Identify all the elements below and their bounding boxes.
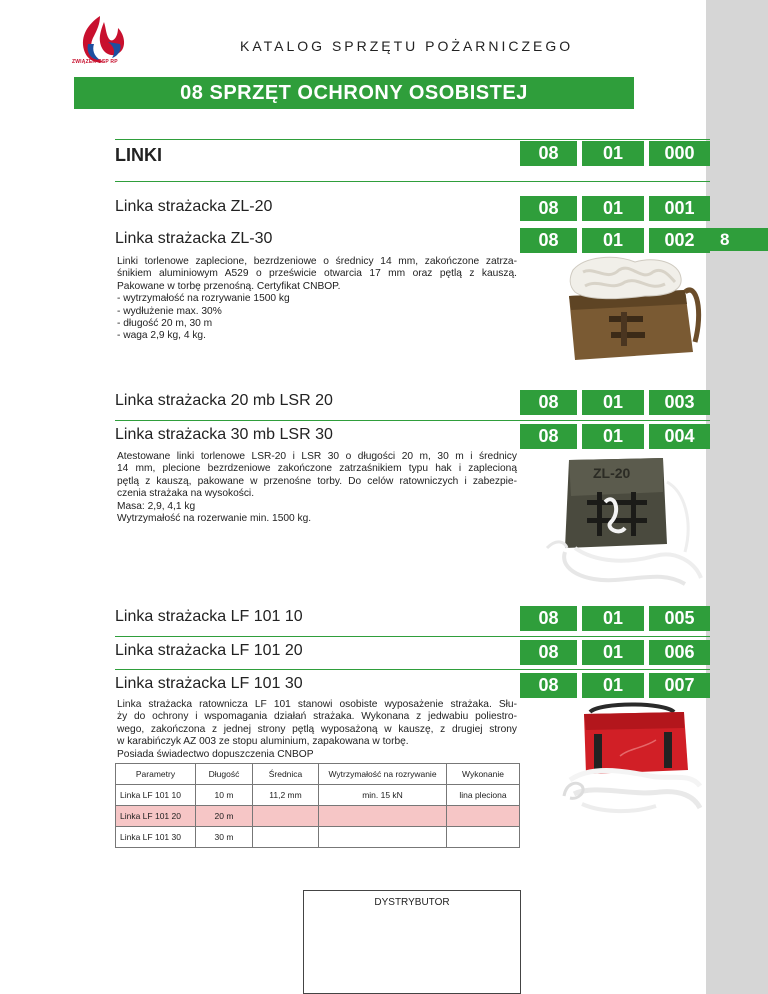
table-header-cell: Średnica bbox=[253, 764, 319, 785]
desc-line: wego, zakończona z jednej strony pętlą wyposażoną w kauszę, z drugiej strony bbox=[117, 723, 517, 735]
product-row bbox=[115, 196, 710, 221]
product-description-lf bbox=[117, 699, 517, 761]
table-header-cell: Parametry bbox=[116, 764, 196, 785]
desc-line: Posiada świadectwo dopuszczenia CNBOP bbox=[117, 748, 314, 760]
table-row bbox=[116, 827, 520, 848]
table-cell bbox=[447, 827, 520, 848]
code-part-2: 01 bbox=[582, 196, 644, 221]
table-cell: Linka LF 101 30 bbox=[116, 827, 196, 848]
desc-line: Linki torlenowe zaplecione, bezrdzeniowe o średnicy 14 mm, zakończone zatrza- bbox=[117, 256, 517, 267]
zl-rope-bag-image bbox=[555, 252, 705, 370]
code-part-2: 01 bbox=[582, 673, 644, 698]
lsr-rope-bag-image bbox=[535, 452, 705, 592]
logo-caption: ZWIĄZEK OSP RP bbox=[72, 59, 118, 65]
table-header-cell: Wykonanie bbox=[447, 764, 520, 785]
code-part-2: 01 bbox=[582, 228, 644, 253]
desc-line: Masa: 2,9, 4,1 kg bbox=[117, 500, 196, 512]
code-part-2: 01 bbox=[582, 141, 644, 166]
desc-line: pętlą z kauszą, pakowane w przenośne torby. Do celów ratowniczych i zabezpie- bbox=[117, 475, 517, 487]
table-header-cell: Wytrzymałość na rozrywanie bbox=[319, 764, 447, 785]
desc-line: - waga 2,9 kg, 4 kg. bbox=[117, 330, 206, 342]
table-cell: Linka LF 101 10 bbox=[116, 785, 196, 806]
product-row bbox=[115, 390, 710, 415]
table-cell: lina pleciona bbox=[447, 785, 520, 806]
code-part-2: 01 bbox=[582, 390, 644, 415]
divider bbox=[115, 636, 710, 637]
table-header-row bbox=[116, 764, 520, 785]
table-row bbox=[116, 785, 520, 806]
table-cell: Linka LF 101 20 bbox=[116, 806, 196, 827]
product-row bbox=[115, 673, 710, 698]
section-title: 08 SPRZĘT OCHRONY OSOBISTEJ bbox=[74, 77, 634, 109]
table-cell bbox=[319, 806, 447, 827]
desc-line: - wytrzymałość na rozrywanie 1500 kg bbox=[117, 293, 290, 305]
chapter-tab[interactable]: 8 bbox=[706, 228, 768, 251]
table-header-cell: Długość bbox=[196, 764, 253, 785]
desc-line: w karabińczyk AZ 003 ze stopu aluminium, zapakowana w torbę. bbox=[117, 736, 409, 748]
product-label: Linka strażacka LF 101 30 bbox=[115, 675, 303, 692]
desc-line: Atestowane linki torlenowe LSR-20 i LSR 30 o długości 20 m, 30 m i średnicy bbox=[117, 451, 517, 462]
desc-line: 14 mm, plecione bezrdzeniowe zakończone zatrzaśnikiem typu hak i zaplecioną bbox=[117, 463, 517, 475]
divider bbox=[115, 669, 710, 670]
table-cell bbox=[447, 806, 520, 827]
table-cell bbox=[253, 827, 319, 848]
product-label: Linka strażacka ZL-20 bbox=[115, 198, 273, 215]
product-description-zl bbox=[117, 256, 517, 343]
code-part-1: 08 bbox=[520, 390, 577, 415]
catalog-title: KATALOG SPRZĘTU POŻARNICZEGO bbox=[240, 38, 574, 54]
distributor-box bbox=[303, 890, 521, 994]
table-cell: 30 m bbox=[196, 827, 253, 848]
code-part-1: 08 bbox=[520, 673, 577, 698]
table-cell bbox=[319, 827, 447, 848]
divider bbox=[115, 420, 710, 421]
bag-print: ZL-20 bbox=[593, 465, 631, 481]
product-row bbox=[115, 424, 710, 449]
table-row bbox=[116, 806, 520, 827]
product-description-lsr bbox=[117, 451, 517, 525]
code-part-3: 007 bbox=[649, 673, 710, 698]
code-part-1: 08 bbox=[520, 228, 577, 253]
product-label: Linka strażacka ZL-30 bbox=[115, 230, 273, 247]
desc-line: - wydłużenie max. 30% bbox=[117, 305, 222, 317]
divider bbox=[115, 139, 710, 140]
desc-line: Pakowane w torbę przenośną. Certyfikat CNBOP. bbox=[117, 280, 341, 292]
table-cell bbox=[253, 806, 319, 827]
code-part-2: 01 bbox=[582, 424, 644, 449]
desc-line: Wytrzymałość na rozerwanie min. 1500 kg. bbox=[117, 513, 312, 525]
code-part-2: 01 bbox=[582, 640, 644, 665]
desc-line: czenia strażaka na wysokości. bbox=[117, 488, 255, 500]
spec-table bbox=[115, 763, 520, 848]
category-label: LINKI bbox=[115, 145, 162, 165]
desc-line: śnikiem aluminiowym A529 o prześwicie otwarcia 17 mm oraz pętlą z kauszą. bbox=[117, 268, 517, 280]
code-part-3: 002 bbox=[649, 228, 710, 253]
code-part-2: 01 bbox=[582, 606, 644, 631]
table-cell: 10 m bbox=[196, 785, 253, 806]
code-part-3: 006 bbox=[649, 640, 710, 665]
code-part-1: 08 bbox=[520, 141, 577, 166]
desc-line: - długość 20 m, 30 m bbox=[117, 318, 213, 330]
code-part-3: 003 bbox=[649, 390, 710, 415]
category-row bbox=[115, 141, 710, 166]
desc-line: ży do ochrony i wspomagania działań strażaka. Wykonana z jedwabiu poliestro- bbox=[117, 711, 517, 723]
right-sidebar bbox=[706, 0, 768, 994]
product-label: Linka strażacka 30 mb LSR 30 bbox=[115, 426, 333, 443]
table-cell: 11,2 mm bbox=[253, 785, 319, 806]
code-part-1: 08 bbox=[520, 606, 577, 631]
lf-rope-bag-image bbox=[560, 700, 706, 818]
code-part-3: 005 bbox=[649, 606, 710, 631]
desc-line: Linka strażacka ratownicza LF 101 stanowi osobiste wyposażenie strażaka. Słu- bbox=[117, 699, 517, 710]
code-part-1: 08 bbox=[520, 196, 577, 221]
product-label: Linka strażacka LF 101 10 bbox=[115, 608, 303, 625]
code-part-3: 004 bbox=[649, 424, 710, 449]
code-part-1: 08 bbox=[520, 424, 577, 449]
product-label: Linka strażacka LF 101 20 bbox=[115, 642, 303, 659]
product-row bbox=[115, 640, 710, 665]
product-row bbox=[115, 606, 710, 631]
distributor-label: DYSTRYBUTOR bbox=[374, 897, 450, 908]
code-part-1: 08 bbox=[520, 640, 577, 665]
code-part-3: 001 bbox=[649, 196, 710, 221]
table-cell: min. 15 kN bbox=[319, 785, 447, 806]
divider bbox=[115, 181, 710, 182]
code-part-3: 000 bbox=[649, 141, 710, 166]
table-cell: 20 m bbox=[196, 806, 253, 827]
product-row bbox=[115, 228, 710, 253]
product-label: Linka strażacka 20 mb LSR 20 bbox=[115, 392, 333, 409]
